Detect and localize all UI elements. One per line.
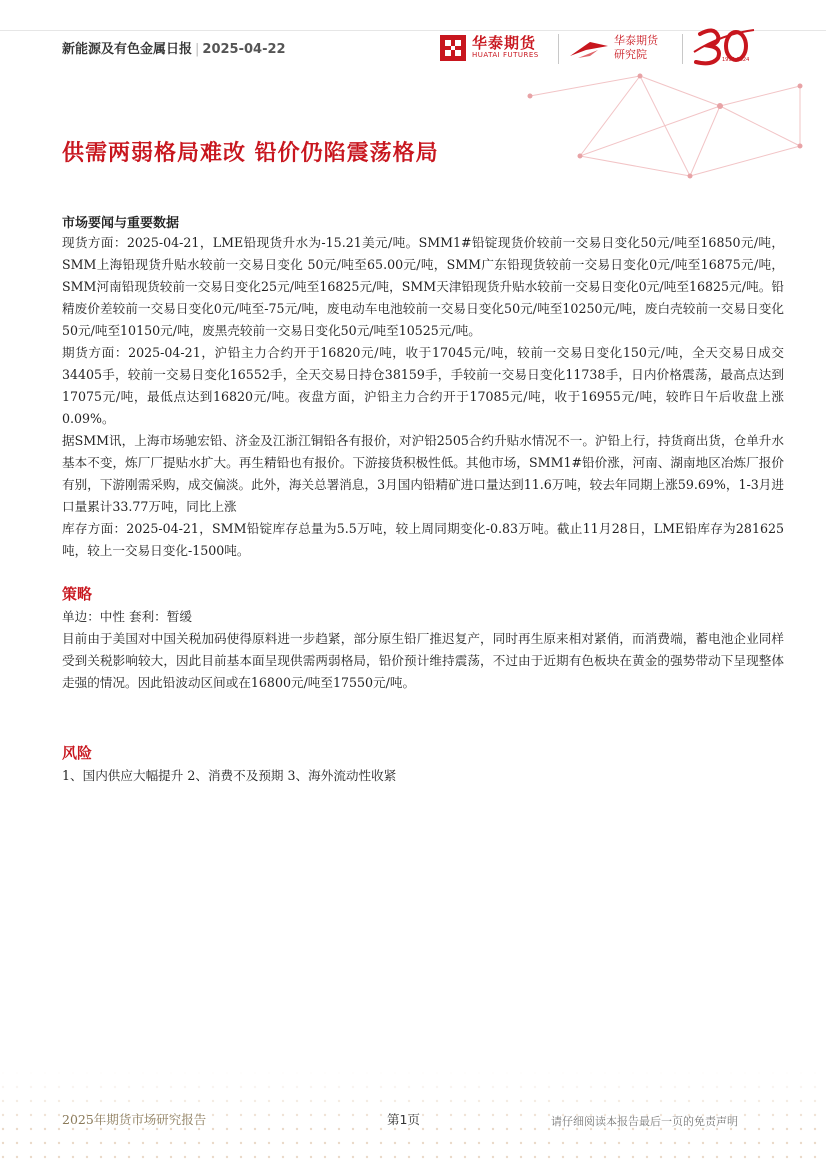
page-number: 第1页 xyxy=(387,1112,420,1127)
risk-body xyxy=(62,765,784,787)
logo-cn-name: 华泰期货 xyxy=(472,34,537,53)
huatai-logo xyxy=(440,30,539,66)
risk-list: 1、国内供应大幅提升 2、消费不及预期 3、海外流动性收紧 xyxy=(62,768,397,783)
report-name: 新能源及有色金属日报 xyxy=(62,42,193,57)
header-report-info xyxy=(62,38,286,57)
market-section-body xyxy=(62,232,784,562)
research-line-2: 研究院 xyxy=(614,48,647,61)
strategy-heading: 策略 xyxy=(62,585,93,603)
header-separator: | xyxy=(195,42,200,57)
footer-disclaimer-note: 请仔细阅读本报告最后一页的免责声明 xyxy=(551,1115,738,1128)
logo-divider xyxy=(558,34,559,64)
logo-divider-2 xyxy=(682,34,683,64)
spot-paragraph: 现货方面：2025-04-21，LME铅现货升水为-15.21美元/吨。SMM1#铅锭现货价较前一交易日变化50元/吨至16850元/吨，SMM上海铅现货升贴水较前一交易日变化 50元/吨至65.00元/吨，SMM广东铅现货较前一交易日变化0元/吨至16875元/吨，SMM河南铅现货较前一交易日变化25元/吨至16825元/吨，SMM天津铅现货升贴水较前一交易日变化0元/吨至16825元/吨。铅精废价差较前一交易日变化0元/吨至-75元/吨，废电动车电池较前一交易日变化50元/吨至10250元/吨，废白壳较前一交易日变化50元/吨至10150元/吨，废黑壳较前一交易日变化50元/吨至10525元/吨。 xyxy=(62,235,784,338)
footer-report-label: 2025年期货市场研究报告 xyxy=(62,1112,207,1127)
anniversary-years: 1994-2024 xyxy=(722,57,750,63)
strategy-paragraph: 目前由于美国对中国关税加码使得原料进一步趋紧，部分原生铅厂推迟复产，同时再生原来相对紧俏，而消费端，蓄电池企业同样受到关税影响较大，因此目前基本面呈现供需两弱格局，铅价预计维持震荡，不过由于近期有色板块在黄金的强势带动下呈现整体走强的情况。因此铅波动区间或在16800元/吨至17550元/吨。 xyxy=(62,631,784,690)
risk-heading: 风险 xyxy=(62,744,93,762)
huatai-logo-icon xyxy=(440,35,466,61)
smm-paragraph: 据SMM讯，上海市场驰宏铅、济金及江浙江铜铅各有报价，对沪铅2505合约升贴水情况不一。沪铅上行，持货商出货，仓单升水基本不变，炼厂厂提贴水扩大。再生精铅也有报价。下游接货积极性低。其他市场，SMM1#铅价涨，河南、湖南地区冶炼厂报价有别，下游刚需采购，成交偏淡。此外，海关总署消息，3月国内铅精矿进口量达到11.6万吨，较去年同期上涨59.69%，1-3月进口量累计33.77万吨，同比上涨 xyxy=(62,433,784,514)
report-date: 2025-04-22 xyxy=(202,42,286,57)
research-line-1: 华泰期货 xyxy=(614,33,658,47)
report-title: 供需两弱格局难改 铅价仍陷震荡格局 xyxy=(62,141,439,166)
inventory-paragraph: 库存方面：2025-04-21，SMM铅锭库存总量为5.5万吨，较上周同期变化-0.83万吨。截止11月28日，LME铅库存为281625吨，较上一交易日变化-1500吨。 xyxy=(62,521,784,558)
market-section-heading: 市场要闻与重要数据 xyxy=(62,216,180,231)
logo-en-name: HUATAI FUTURES xyxy=(472,51,539,60)
futures-paragraph: 期货方面：2025-04-21，沪铅主力合约开于16820元/吨，收于17045元/吨，较前一交易日变化150元/吨，全天交易日成交34405手，较前一交易日变化16552手，全天交易日持仓38159手，手较前一交易日变化11738手，日内价格震荡，最高点达到17075元/吨，最低点达到16820元/吨。夜盘方面，沪铅主力合约开于17085元/吨，收于16955元/吨，较昨日午后收盘上涨0.09%。 xyxy=(62,345,784,426)
strategy-body xyxy=(62,606,784,694)
anniversary-logo xyxy=(692,26,756,70)
decorative-network-graphic xyxy=(520,66,820,192)
research-logo-icon xyxy=(568,36,610,60)
strategy-summary: 单边：中性 套利：暂缓 xyxy=(62,609,192,624)
research-institute-logo xyxy=(568,30,658,66)
